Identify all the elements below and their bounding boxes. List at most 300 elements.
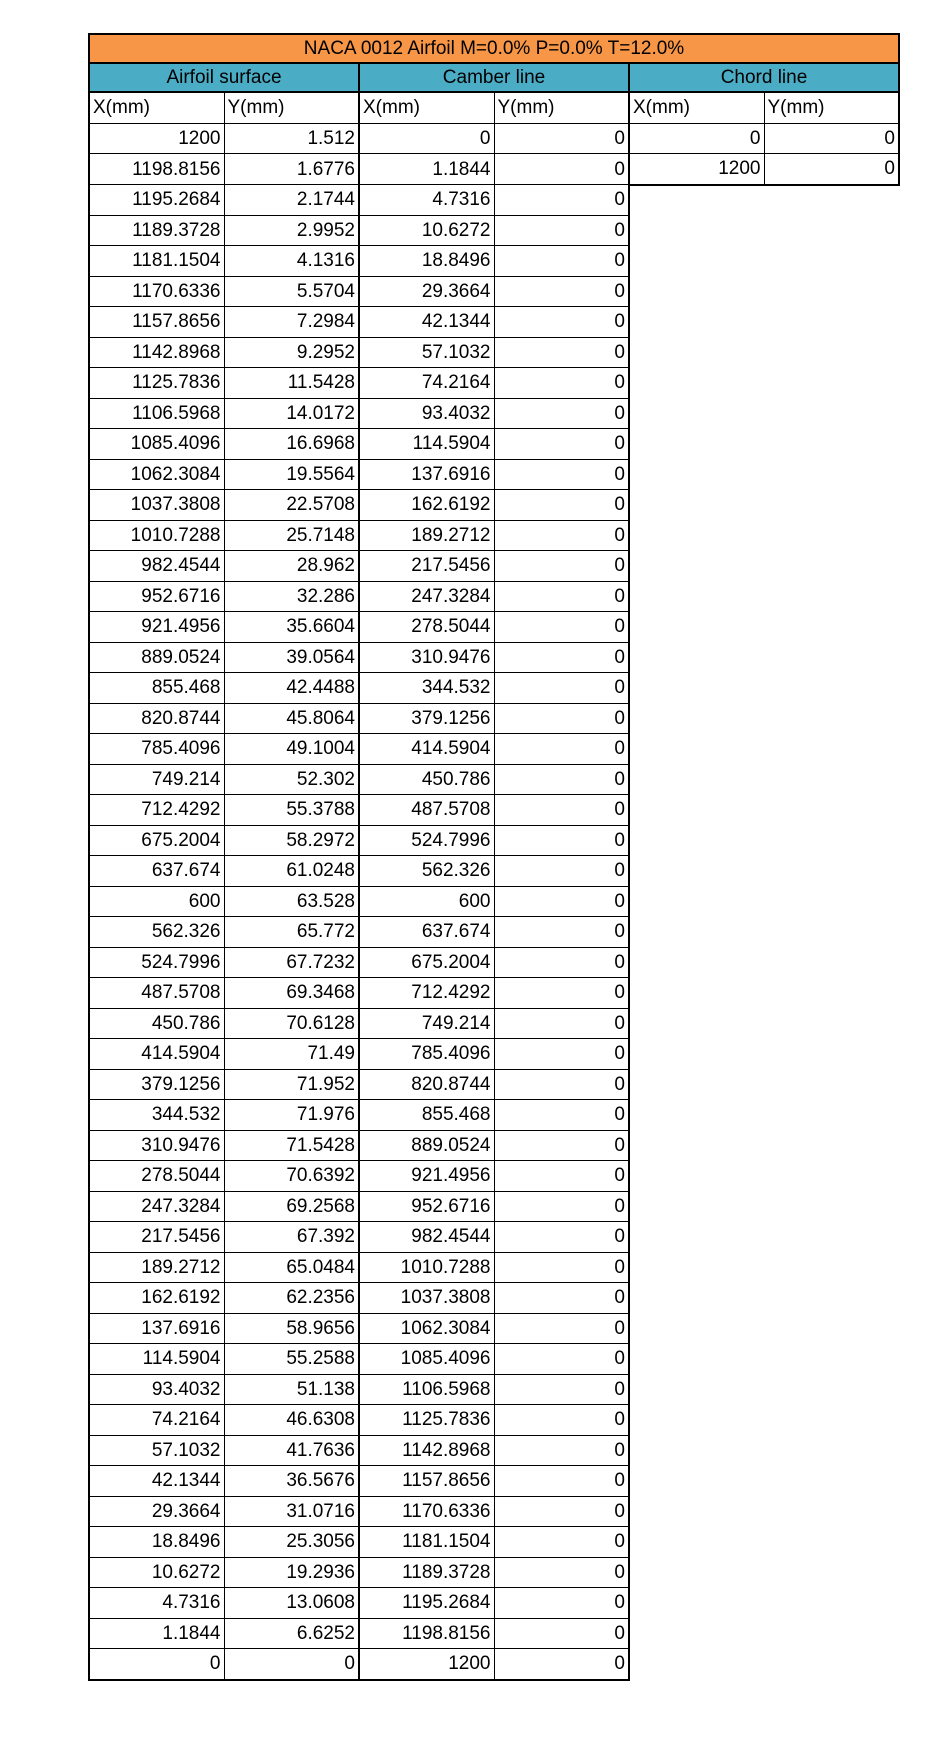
data-cell[interactable]: 42.4488 <box>224 673 359 704</box>
table-row <box>89 1283 899 1314</box>
empty-cell <box>764 1039 899 1070</box>
data-cell[interactable]: 0 <box>494 1527 629 1558</box>
data-cell[interactable]: 19.2936 <box>224 1557 359 1588</box>
data-table <box>88 92 900 1681</box>
data-cell[interactable]: 1189.3728 <box>359 1557 494 1588</box>
empty-cell <box>629 1557 764 1588</box>
data-cell[interactable]: 65.0484 <box>224 1252 359 1283</box>
data-cell[interactable]: 0 <box>494 734 629 765</box>
data-cell[interactable]: 0 <box>494 1130 629 1161</box>
data-cell[interactable]: 0 <box>494 276 629 307</box>
data-cell[interactable]: 6.6252 <box>224 1618 359 1649</box>
data-cell[interactable]: 16.6968 <box>224 429 359 460</box>
empty-cell <box>629 1466 764 1497</box>
data-cell[interactable]: 0 <box>494 1344 629 1375</box>
data-cell[interactable]: 0 <box>494 551 629 582</box>
data-cell[interactable]: 29.3664 <box>89 1496 224 1527</box>
data-cell[interactable]: 0 <box>494 185 629 216</box>
data-cell[interactable]: 0 <box>494 154 629 185</box>
data-cell[interactable]: 1170.6336 <box>359 1496 494 1527</box>
data-cell[interactable]: 712.4292 <box>89 795 224 826</box>
data-cell[interactable]: 1181.1504 <box>359 1527 494 1558</box>
data-cell[interactable]: 57.1032 <box>89 1435 224 1466</box>
data-cell[interactable]: 55.2588 <box>224 1344 359 1375</box>
empty-cell <box>629 1649 764 1680</box>
data-cell[interactable]: 71.49 <box>224 1039 359 1070</box>
data-cell[interactable]: 0 <box>359 123 494 154</box>
data-cell[interactable]: 10.6272 <box>359 215 494 246</box>
data-cell[interactable]: 310.9476 <box>89 1130 224 1161</box>
data-cell[interactable]: 1106.5968 <box>359 1374 494 1405</box>
data-cell[interactable]: 55.3788 <box>224 795 359 826</box>
table-row <box>89 825 899 856</box>
data-cell[interactable]: 1142.8968 <box>359 1435 494 1466</box>
data-cell[interactable]: 0 <box>494 1313 629 1344</box>
data-cell[interactable]: 0 <box>494 1283 629 1314</box>
data-cell[interactable]: 0 <box>494 581 629 612</box>
empty-cell <box>764 703 899 734</box>
table-row <box>89 1466 899 1497</box>
data-cell[interactable]: 712.4292 <box>359 978 494 1009</box>
table-row <box>89 947 899 978</box>
data-cell[interactable]: 2.9952 <box>224 215 359 246</box>
data-cell[interactable]: 921.4956 <box>359 1161 494 1192</box>
data-cell[interactable]: 0 <box>494 764 629 795</box>
data-cell[interactable]: 35.6604 <box>224 612 359 643</box>
data-cell[interactable]: 562.326 <box>89 917 224 948</box>
data-cell[interactable]: 4.7316 <box>89 1588 224 1619</box>
data-cell[interactable]: 820.8744 <box>89 703 224 734</box>
data-cell[interactable]: 1125.7836 <box>89 368 224 399</box>
data-cell[interactable]: 0 <box>494 337 629 368</box>
data-cell[interactable]: 62.2356 <box>224 1283 359 1314</box>
data-cell[interactable]: 785.4096 <box>89 734 224 765</box>
data-cell[interactable]: 1037.3808 <box>89 490 224 521</box>
column-header[interactable]: X(mm) <box>89 93 224 124</box>
data-cell[interactable]: 70.6128 <box>224 1008 359 1039</box>
data-cell[interactable]: 855.468 <box>89 673 224 704</box>
data-cell[interactable]: 28.962 <box>224 551 359 582</box>
data-cell[interactable]: 1198.8156 <box>359 1618 494 1649</box>
data-cell[interactable]: 10.6272 <box>89 1557 224 1588</box>
empty-cell <box>764 1405 899 1436</box>
empty-cell <box>764 1008 899 1039</box>
data-cell[interactable]: 0 <box>494 703 629 734</box>
data-cell[interactable]: 51.138 <box>224 1374 359 1405</box>
data-cell[interactable]: 41.7636 <box>224 1435 359 1466</box>
data-cell[interactable]: 1195.2684 <box>359 1588 494 1619</box>
data-cell[interactable]: 1106.5968 <box>89 398 224 429</box>
data-cell[interactable]: 524.7996 <box>89 947 224 978</box>
data-cell[interactable]: 1010.7288 <box>89 520 224 551</box>
data-cell[interactable]: 0 <box>494 1618 629 1649</box>
data-cell[interactable]: 450.786 <box>89 1008 224 1039</box>
data-cell[interactable]: 0 <box>494 856 629 887</box>
data-cell[interactable]: 820.8744 <box>359 1069 494 1100</box>
table-row <box>89 917 899 948</box>
data-cell[interactable]: 162.6192 <box>89 1283 224 1314</box>
empty-cell <box>764 1130 899 1161</box>
data-cell[interactable]: 1181.1504 <box>89 246 224 277</box>
column-header[interactable]: Y(mm) <box>494 93 629 124</box>
data-cell[interactable]: 32.286 <box>224 581 359 612</box>
data-cell[interactable]: 637.674 <box>89 856 224 887</box>
empty-cell <box>629 856 764 887</box>
data-cell[interactable]: 9.2952 <box>224 337 359 368</box>
data-cell[interactable]: 0 <box>494 917 629 948</box>
data-cell[interactable]: 0 <box>494 947 629 978</box>
data-cell[interactable]: 0 <box>494 795 629 826</box>
empty-cell <box>629 1130 764 1161</box>
empty-cell <box>764 1222 899 1253</box>
data-cell[interactable]: 450.786 <box>359 764 494 795</box>
data-cell[interactable]: 1085.4096 <box>359 1344 494 1375</box>
data-cell[interactable]: 1037.3808 <box>359 1283 494 1314</box>
data-cell[interactable]: 0 <box>494 1069 629 1100</box>
data-cell[interactable]: 0 <box>494 1374 629 1405</box>
data-cell[interactable]: 49.1004 <box>224 734 359 765</box>
data-cell[interactable]: 749.214 <box>89 764 224 795</box>
data-cell[interactable]: 71.952 <box>224 1069 359 1100</box>
data-cell[interactable]: 785.4096 <box>359 1039 494 1070</box>
column-header[interactable]: Y(mm) <box>764 93 899 124</box>
data-cell[interactable]: 310.9476 <box>359 642 494 673</box>
data-cell[interactable]: 1085.4096 <box>89 429 224 460</box>
data-cell[interactable]: 0 <box>89 1649 224 1680</box>
empty-cell <box>629 398 764 429</box>
data-cell[interactable]: 22.5708 <box>224 490 359 521</box>
data-cell[interactable]: 25.7148 <box>224 520 359 551</box>
empty-cell <box>764 1100 899 1131</box>
table-row <box>89 1344 899 1375</box>
data-cell[interactable]: 1195.2684 <box>89 185 224 216</box>
data-cell[interactable]: 0 <box>494 978 629 1009</box>
empty-cell <box>629 1618 764 1649</box>
empty-cell <box>629 673 764 704</box>
data-cell[interactable]: 379.1256 <box>359 703 494 734</box>
data-cell[interactable]: 562.326 <box>359 856 494 887</box>
table-row <box>89 1252 899 1283</box>
data-cell[interactable]: 675.2004 <box>359 947 494 978</box>
data-cell[interactable]: 0 <box>494 642 629 673</box>
empty-cell <box>629 703 764 734</box>
data-cell[interactable]: 93.4032 <box>89 1374 224 1405</box>
data-cell[interactable]: 36.5676 <box>224 1466 359 1497</box>
empty-cell <box>629 612 764 643</box>
table-row <box>89 1588 899 1619</box>
data-cell[interactable]: 29.3664 <box>359 276 494 307</box>
data-cell[interactable]: 46.6308 <box>224 1405 359 1436</box>
data-cell[interactable]: 217.5456 <box>89 1222 224 1253</box>
sheet-title: NACA 0012 Airfoil M=0.0% P=0.0% T=12.0% <box>88 33 900 64</box>
data-cell[interactable]: 45.8064 <box>224 703 359 734</box>
empty-cell <box>764 642 899 673</box>
table-row <box>89 1557 899 1588</box>
data-cell[interactable]: 0 <box>629 123 764 154</box>
data-cell[interactable]: 31.0716 <box>224 1496 359 1527</box>
data-cell[interactable]: 67.7232 <box>224 947 359 978</box>
data-cell[interactable]: 69.2568 <box>224 1191 359 1222</box>
data-cell[interactable]: 1.6776 <box>224 154 359 185</box>
data-cell[interactable]: 0 <box>494 1100 629 1131</box>
data-cell[interactable]: 189.2712 <box>359 520 494 551</box>
data-cell[interactable]: 921.4956 <box>89 612 224 643</box>
data-cell[interactable]: 19.5564 <box>224 459 359 490</box>
data-cell[interactable]: 0 <box>494 246 629 277</box>
data-cell[interactable]: 0 <box>224 1649 359 1680</box>
empty-cell <box>629 459 764 490</box>
data-cell[interactable]: 137.6916 <box>359 459 494 490</box>
table-row <box>89 398 899 429</box>
table-row <box>89 307 899 338</box>
data-cell[interactable]: 93.4032 <box>359 398 494 429</box>
empty-cell <box>629 825 764 856</box>
data-cell[interactable]: 5.5704 <box>224 276 359 307</box>
data-cell[interactable]: 4.1316 <box>224 246 359 277</box>
table-row <box>89 337 899 368</box>
data-cell[interactable]: 487.5708 <box>89 978 224 1009</box>
data-cell[interactable]: 0 <box>494 612 629 643</box>
table-row <box>89 1161 899 1192</box>
data-cell[interactable]: 0 <box>494 490 629 521</box>
data-cell[interactable]: 1.1844 <box>89 1618 224 1649</box>
column-header[interactable]: X(mm) <box>629 93 764 124</box>
data-cell[interactable]: 0 <box>494 1405 629 1436</box>
data-cell[interactable]: 58.9656 <box>224 1313 359 1344</box>
data-cell[interactable]: 0 <box>494 1588 629 1619</box>
column-header[interactable]: Y(mm) <box>224 93 359 124</box>
empty-cell <box>629 581 764 612</box>
data-cell[interactable]: 637.674 <box>359 917 494 948</box>
data-cell[interactable]: 487.5708 <box>359 795 494 826</box>
data-cell[interactable]: 0 <box>494 1191 629 1222</box>
data-cell[interactable]: 52.302 <box>224 764 359 795</box>
empty-cell <box>764 551 899 582</box>
data-cell[interactable]: 0 <box>764 123 899 154</box>
table-row <box>89 154 899 185</box>
data-cell[interactable]: 344.532 <box>359 673 494 704</box>
data-cell[interactable]: 0 <box>494 825 629 856</box>
data-cell[interactable]: 247.3284 <box>359 581 494 612</box>
data-cell[interactable]: 524.7996 <box>359 825 494 856</box>
data-cell[interactable]: 74.2164 <box>359 368 494 399</box>
data-cell[interactable]: 0 <box>494 1008 629 1039</box>
data-cell[interactable]: 889.0524 <box>359 1130 494 1161</box>
data-cell[interactable]: 855.468 <box>359 1100 494 1131</box>
data-cell[interactable]: 0 <box>494 886 629 917</box>
empty-cell <box>764 947 899 978</box>
group-airfoil-surface: Airfoil surface <box>88 62 360 93</box>
empty-cell <box>764 1161 899 1192</box>
data-cell[interactable]: 600 <box>359 886 494 917</box>
empty-cell <box>764 1618 899 1649</box>
data-cell[interactable]: 114.5904 <box>359 429 494 460</box>
empty-cell <box>764 1313 899 1344</box>
empty-cell <box>629 795 764 826</box>
data-cell[interactable]: 414.5904 <box>89 1039 224 1070</box>
data-cell[interactable]: 1200 <box>89 123 224 154</box>
data-cell[interactable]: 1142.8968 <box>89 337 224 368</box>
empty-cell <box>629 520 764 551</box>
data-cell[interactable]: 0 <box>494 520 629 551</box>
empty-cell <box>764 1069 899 1100</box>
empty-cell <box>764 1557 899 1588</box>
table-row <box>89 459 899 490</box>
empty-cell <box>764 1588 899 1619</box>
table-row <box>89 1191 899 1222</box>
empty-cell <box>764 764 899 795</box>
data-cell[interactable]: 1062.3084 <box>359 1313 494 1344</box>
data-cell[interactable]: 982.4544 <box>359 1222 494 1253</box>
data-cell[interactable]: 0 <box>494 459 629 490</box>
data-cell[interactable]: 14.0172 <box>224 398 359 429</box>
data-cell[interactable]: 749.214 <box>359 1008 494 1039</box>
data-cell[interactable]: 0 <box>494 1039 629 1070</box>
column-header-row <box>89 93 899 124</box>
data-cell[interactable]: 982.4544 <box>89 551 224 582</box>
data-cell[interactable]: 137.6916 <box>89 1313 224 1344</box>
data-cell[interactable]: 1.512 <box>224 123 359 154</box>
data-cell[interactable]: 74.2164 <box>89 1405 224 1436</box>
data-cell[interactable]: 114.5904 <box>89 1344 224 1375</box>
data-cell[interactable]: 1157.8656 <box>89 307 224 338</box>
empty-cell <box>629 1283 764 1314</box>
data-cell[interactable]: 25.3056 <box>224 1527 359 1558</box>
data-cell[interactable]: 0 <box>494 1496 629 1527</box>
empty-cell <box>629 185 764 216</box>
data-cell[interactable]: 1189.3728 <box>89 215 224 246</box>
empty-cell <box>764 1283 899 1314</box>
data-cell[interactable]: 0 <box>494 215 629 246</box>
data-cell[interactable]: 1.1844 <box>359 154 494 185</box>
column-header[interactable]: X(mm) <box>359 93 494 124</box>
empty-cell <box>629 337 764 368</box>
data-cell[interactable]: 61.0248 <box>224 856 359 887</box>
data-cell[interactable]: 1170.6336 <box>89 276 224 307</box>
data-cell[interactable]: 0 <box>494 1435 629 1466</box>
empty-cell <box>764 1191 899 1222</box>
data-cell[interactable]: 0 <box>494 1222 629 1253</box>
data-cell[interactable]: 67.392 <box>224 1222 359 1253</box>
empty-cell <box>764 1344 899 1375</box>
data-cell[interactable]: 889.0524 <box>89 642 224 673</box>
empty-cell <box>629 429 764 460</box>
table-row <box>89 1496 899 1527</box>
empty-cell <box>764 185 899 216</box>
data-cell[interactable]: 0 <box>494 123 629 154</box>
data-cell[interactable]: 278.5044 <box>359 612 494 643</box>
empty-cell <box>764 307 899 338</box>
empty-cell <box>629 1191 764 1222</box>
data-cell[interactable]: 952.6716 <box>359 1191 494 1222</box>
data-cell[interactable]: 1200 <box>359 1649 494 1680</box>
data-cell[interactable]: 0 <box>494 1649 629 1680</box>
data-cell[interactable]: 70.6392 <box>224 1161 359 1192</box>
data-cell[interactable]: 162.6192 <box>359 490 494 521</box>
data-cell[interactable]: 1062.3084 <box>89 459 224 490</box>
empty-cell <box>764 246 899 277</box>
data-cell[interactable]: 57.1032 <box>359 337 494 368</box>
data-cell[interactable]: 39.0564 <box>224 642 359 673</box>
table-row <box>89 642 899 673</box>
data-cell[interactable]: 2.1744 <box>224 185 359 216</box>
data-cell[interactable]: 1157.8656 <box>359 1466 494 1497</box>
empty-cell <box>764 978 899 1009</box>
data-cell[interactable]: 952.6716 <box>89 581 224 612</box>
empty-cell <box>764 1435 899 1466</box>
data-cell[interactable]: 0 <box>494 1161 629 1192</box>
table-row <box>89 886 899 917</box>
data-cell[interactable]: 11.5428 <box>224 368 359 399</box>
table-row <box>89 246 899 277</box>
data-cell[interactable]: 1200 <box>629 154 764 185</box>
empty-cell <box>629 1069 764 1100</box>
data-cell[interactable]: 65.772 <box>224 917 359 948</box>
group-chord-line: Chord line <box>628 62 900 93</box>
table-row <box>89 185 899 216</box>
table-row <box>89 581 899 612</box>
table-row <box>89 1100 899 1131</box>
data-cell[interactable]: 600 <box>89 886 224 917</box>
table-row <box>89 703 899 734</box>
data-cell[interactable]: 42.1344 <box>359 307 494 338</box>
data-cell[interactable]: 0 <box>494 1557 629 1588</box>
data-cell[interactable]: 344.532 <box>89 1100 224 1131</box>
data-cell[interactable]: 1010.7288 <box>359 1252 494 1283</box>
data-cell[interactable]: 63.528 <box>224 886 359 917</box>
table-row <box>89 123 899 154</box>
table-row <box>89 490 899 521</box>
empty-cell <box>629 1039 764 1070</box>
data-cell[interactable]: 379.1256 <box>89 1069 224 1100</box>
data-cell[interactable]: 414.5904 <box>359 734 494 765</box>
data-cell[interactable]: 0 <box>494 1252 629 1283</box>
data-cell[interactable]: 13.0608 <box>224 1588 359 1619</box>
data-cell[interactable]: 42.1344 <box>89 1466 224 1497</box>
data-cell[interactable]: 71.5428 <box>224 1130 359 1161</box>
data-cell[interactable]: 278.5044 <box>89 1161 224 1192</box>
empty-cell <box>764 917 899 948</box>
empty-cell <box>764 1374 899 1405</box>
data-cell[interactable]: 0 <box>494 368 629 399</box>
data-cell[interactable]: 58.2972 <box>224 825 359 856</box>
data-cell[interactable]: 18.8496 <box>89 1527 224 1558</box>
empty-cell <box>629 1008 764 1039</box>
data-cell[interactable]: 1198.8156 <box>89 154 224 185</box>
data-cell[interactable]: 0 <box>764 154 899 185</box>
data-cell[interactable]: 69.3468 <box>224 978 359 1009</box>
empty-cell <box>764 368 899 399</box>
data-cell[interactable]: 217.5456 <box>359 551 494 582</box>
data-cell[interactable]: 18.8496 <box>359 246 494 277</box>
data-cell[interactable]: 0 <box>494 1466 629 1497</box>
data-cell[interactable]: 0 <box>494 429 629 460</box>
data-cell[interactable]: 4.7316 <box>359 185 494 216</box>
data-cell[interactable]: 189.2712 <box>89 1252 224 1283</box>
table-row <box>89 673 899 704</box>
data-cell[interactable]: 0 <box>494 673 629 704</box>
data-cell[interactable]: 0 <box>494 398 629 429</box>
data-cell[interactable]: 247.3284 <box>89 1191 224 1222</box>
empty-cell <box>764 490 899 521</box>
table-row <box>89 368 899 399</box>
data-cell[interactable]: 7.2984 <box>224 307 359 338</box>
data-cell[interactable]: 675.2004 <box>89 825 224 856</box>
empty-cell <box>764 1466 899 1497</box>
data-cell[interactable]: 1125.7836 <box>359 1405 494 1436</box>
data-cell[interactable]: 0 <box>494 307 629 338</box>
data-cell[interactable]: 71.976 <box>224 1100 359 1131</box>
